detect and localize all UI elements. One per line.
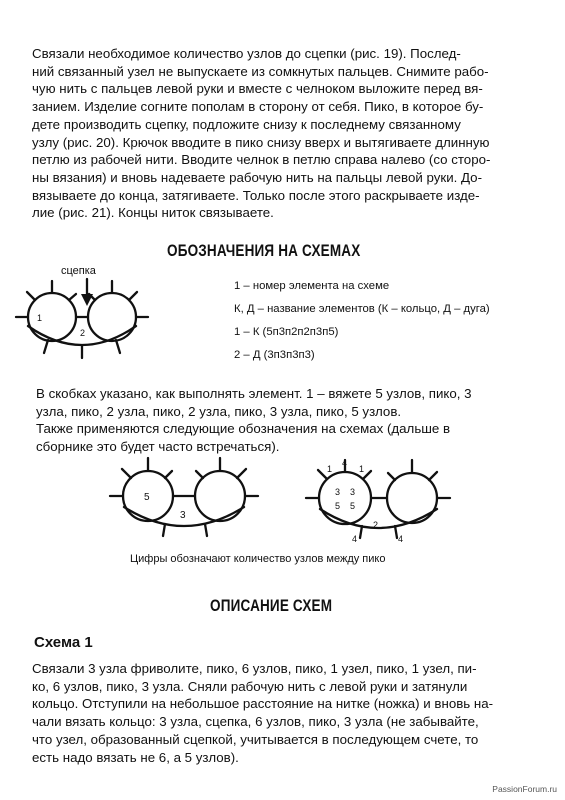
- ring-knot-count: 3: [335, 487, 341, 497]
- text-line: кольцо. Отступили на небольшое расстояние на нитке (ножка) и вновь на-: [32, 696, 494, 712]
- diagram-caption: Цифры обозначают количество узлов между пико: [130, 553, 386, 565]
- text-line: занием. Изделие согните пополам в сторону от себя. Пико, в которое бу-: [32, 99, 484, 115]
- ring-knot-count: 3: [350, 487, 356, 497]
- text-line: чую нить с пальцев левой руки и вместе с челноком выложите перед вя-: [32, 81, 483, 97]
- text-line: узлу (рис. 20). Крючок вводите в пико снизу вверх и вытягиваете длинную: [32, 134, 490, 150]
- text-line: вязываете до конца, затягиваете. Только после этого раскрываете изде-: [32, 187, 480, 203]
- text-line: лие (рис. 21). Концы ниток связываете.: [32, 205, 274, 221]
- text-line: петлю из рабочей нити. Вводите челнок в петлю справа налево (со сторо-: [32, 152, 491, 168]
- picot-count-label: 4: [342, 458, 348, 468]
- ring-knot-count: 5: [350, 501, 356, 511]
- text-line: Связали необходимое количество узлов до сцепки (рис. 19). Послед-: [32, 46, 461, 61]
- section-title-symbols: ОБОЗНАЧЕНИЯ НА СХЕМАХ: [167, 242, 361, 260]
- text-line: узла, пико, 2 узла, пико, 2 узла, пико, 3 узла, пико, 5 узлов.: [36, 403, 402, 419]
- arc: [320, 509, 437, 528]
- diagram-ring-arc-2: [110, 458, 258, 536]
- text-line: ний связанный узел не выпускаете из сомкнутых пальцев. Снимите рабо-: [32, 63, 489, 79]
- section-title-schemes: ОПИСАНИЕ СХЕМ: [210, 597, 333, 615]
- picot-count-label: 1: [359, 464, 365, 474]
- element-number-1: 1: [37, 313, 43, 323]
- text-line: ко, 6 узлов, пико, 3 узла. Сняли рабочую нить с левой руки и затянули: [32, 678, 468, 694]
- text-line: Также применяются следующие обозначения на схемах (дальше в: [36, 421, 451, 437]
- text-line: сборнике это будет часто встречаться).: [36, 439, 280, 455]
- scheme-title: Схема 1: [34, 634, 93, 651]
- text-line: что узел, образованный сцепкой, учитывается в последующем счете, то: [32, 731, 479, 747]
- diagram-ring-arc-1: [16, 281, 148, 358]
- text-line: есть надо вязать не 6, а 5 узлов).: [32, 749, 239, 765]
- arc-knot-count: 4: [398, 534, 404, 544]
- watermark: PassionForum.ru: [492, 784, 557, 794]
- text-line: дете производить сцепку, подложите снизу к последнему связанному: [32, 116, 461, 132]
- text-line: чали вязать кольцо: 3 узла, сцепка, 6 узлов, пико, 3 узла (не забывайте,: [32, 714, 479, 730]
- picot-count-label: 1: [327, 464, 333, 474]
- text-line: В скобках указано, как выполнять элемент. 1 – вяжете 5 узлов, пико, 3: [36, 386, 472, 401]
- text-line: ны вязания) и вновь надеваете рабочую нить на пальцы левой руки. До-: [32, 169, 482, 185]
- notation-paragraph: [36, 385, 544, 456]
- ring-knot-count: 5: [144, 492, 150, 503]
- text-line: Связали 3 узла фриволите, пико, 6 узлов, пико, 1 узел, пико, 1 узел, пи-: [32, 661, 477, 676]
- ring-knot-count: 5: [335, 501, 341, 511]
- legend-item: К, Д – название элементов (К – кольцо, Д – дуга): [234, 303, 490, 315]
- arc-knot-count: 3: [180, 510, 186, 521]
- arc-knot-count: 4: [352, 534, 358, 544]
- scheme-1-paragraph: [32, 660, 542, 766]
- legend-item: 1 – номер элемента на схеме: [234, 280, 390, 292]
- element-number-2: 2: [80, 328, 86, 338]
- legend-item: 2 – Д (3п3п3п3): [234, 349, 315, 361]
- arc-knot-count: 2: [373, 520, 379, 530]
- legend-item: 1 – К (5п3п2п2п3п5): [234, 326, 339, 338]
- splice-label: сцепка: [61, 265, 96, 277]
